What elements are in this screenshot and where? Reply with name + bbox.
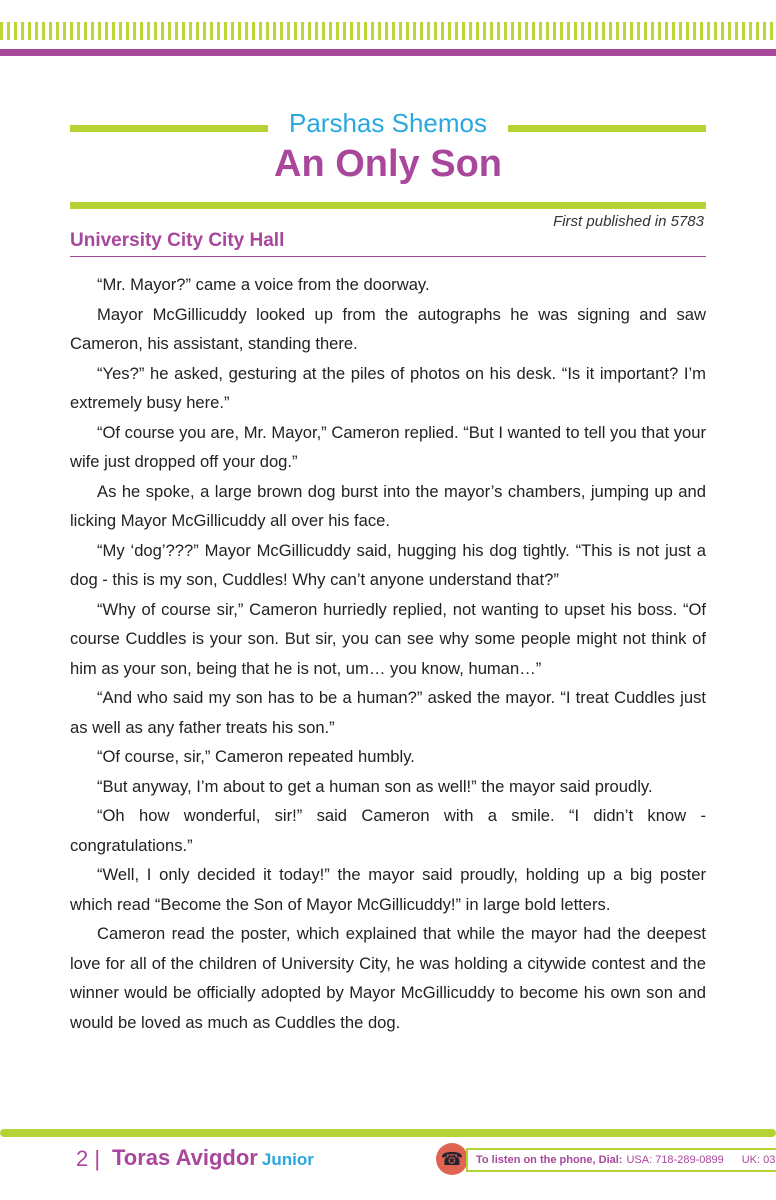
divider	[70, 202, 706, 209]
paragraph: As he spoke, a large brown dog burst into the mayor’s chambers, jumping up and licking Mayor McGillicuddy all over his face.	[70, 481, 706, 530]
paragraph: Mayor McGillicuddy looked up from the autographs he was signing and saw Cameron, his assistant, standing there.	[70, 304, 706, 353]
top-bar	[0, 49, 776, 56]
phone-icon: ☎	[436, 1143, 468, 1175]
decorative-tick-border	[0, 22, 776, 40]
footer-bar	[0, 1129, 776, 1137]
paragraph: “Of course you are, Mr. Mayor,” Cameron replied. “But I wanted to tell you that your wife just dropped off your dog.”	[70, 422, 706, 471]
paragraph: “Well, I only decided it today!” the mayor said proudly, holding up a big poster which read “Become the Son of Mayor McGillicuddy!” in large bold letters.	[70, 865, 706, 914]
paragraph: “My ‘dog’???” Mayor McGillicuddy said, hugging his dog tightly. “This is not just a dog - this is my son, Cuddles! Why can’t anyone understand that?”	[70, 540, 706, 589]
paragraph: “Of course, sir,” Cameron repeated humbly.	[97, 747, 415, 766]
page-number: 2 |	[76, 1146, 101, 1171]
paragraph: “But anyway, I’m about to get a human son as well!” the mayor said proudly.	[97, 776, 653, 796]
paragraph: “And who said my son has to be a human?” asked the mayor. “I treat Cuddles just as well as any father treats his son.”	[70, 688, 706, 737]
paragraph: “Yes?” he asked, gesturing at the piles of photos on his desk. “Is it important? I’m extremely busy here.”	[70, 363, 706, 412]
dial-info: To listen on the phone, Dial: USA: 718-289-0899 UK: 03	[466, 1148, 776, 1172]
page-title: An Only Son	[274, 143, 502, 185]
paragraph: Cameron read the poster, which explained that while the mayor had the deepest love for all of the children of University City, he was holding a citywide contest and the winner would be officially adopted by Mayor McGillicuddy to become his own son and would be loved as much as Cuddles the dog.	[70, 924, 706, 1032]
paragraph: “Oh how wonderful, sir!” said Cameron with a smile. “I didn’t know - congratulations.”	[70, 806, 706, 855]
parsha-title: Parshas Shemos	[289, 108, 487, 138]
published-note: First published in 5783	[553, 213, 704, 230]
section-heading: University City City Hall	[70, 230, 285, 251]
section-underline	[70, 256, 706, 257]
paragraph: “Mr. Mayor?” came a voice from the doorway.	[97, 275, 430, 294]
paragraph: “Why of course sir,” Cameron hurriedly replied, not wanting to upset his boss. “Of course Cuddles is your son. But sir, you can see why some people might not think of him as your son, being that he is not, um… you know, human…”	[70, 599, 706, 678]
story-body	[70, 270, 706, 1037]
brand-logo: Toras Avigdor Junior	[112, 1145, 314, 1170]
